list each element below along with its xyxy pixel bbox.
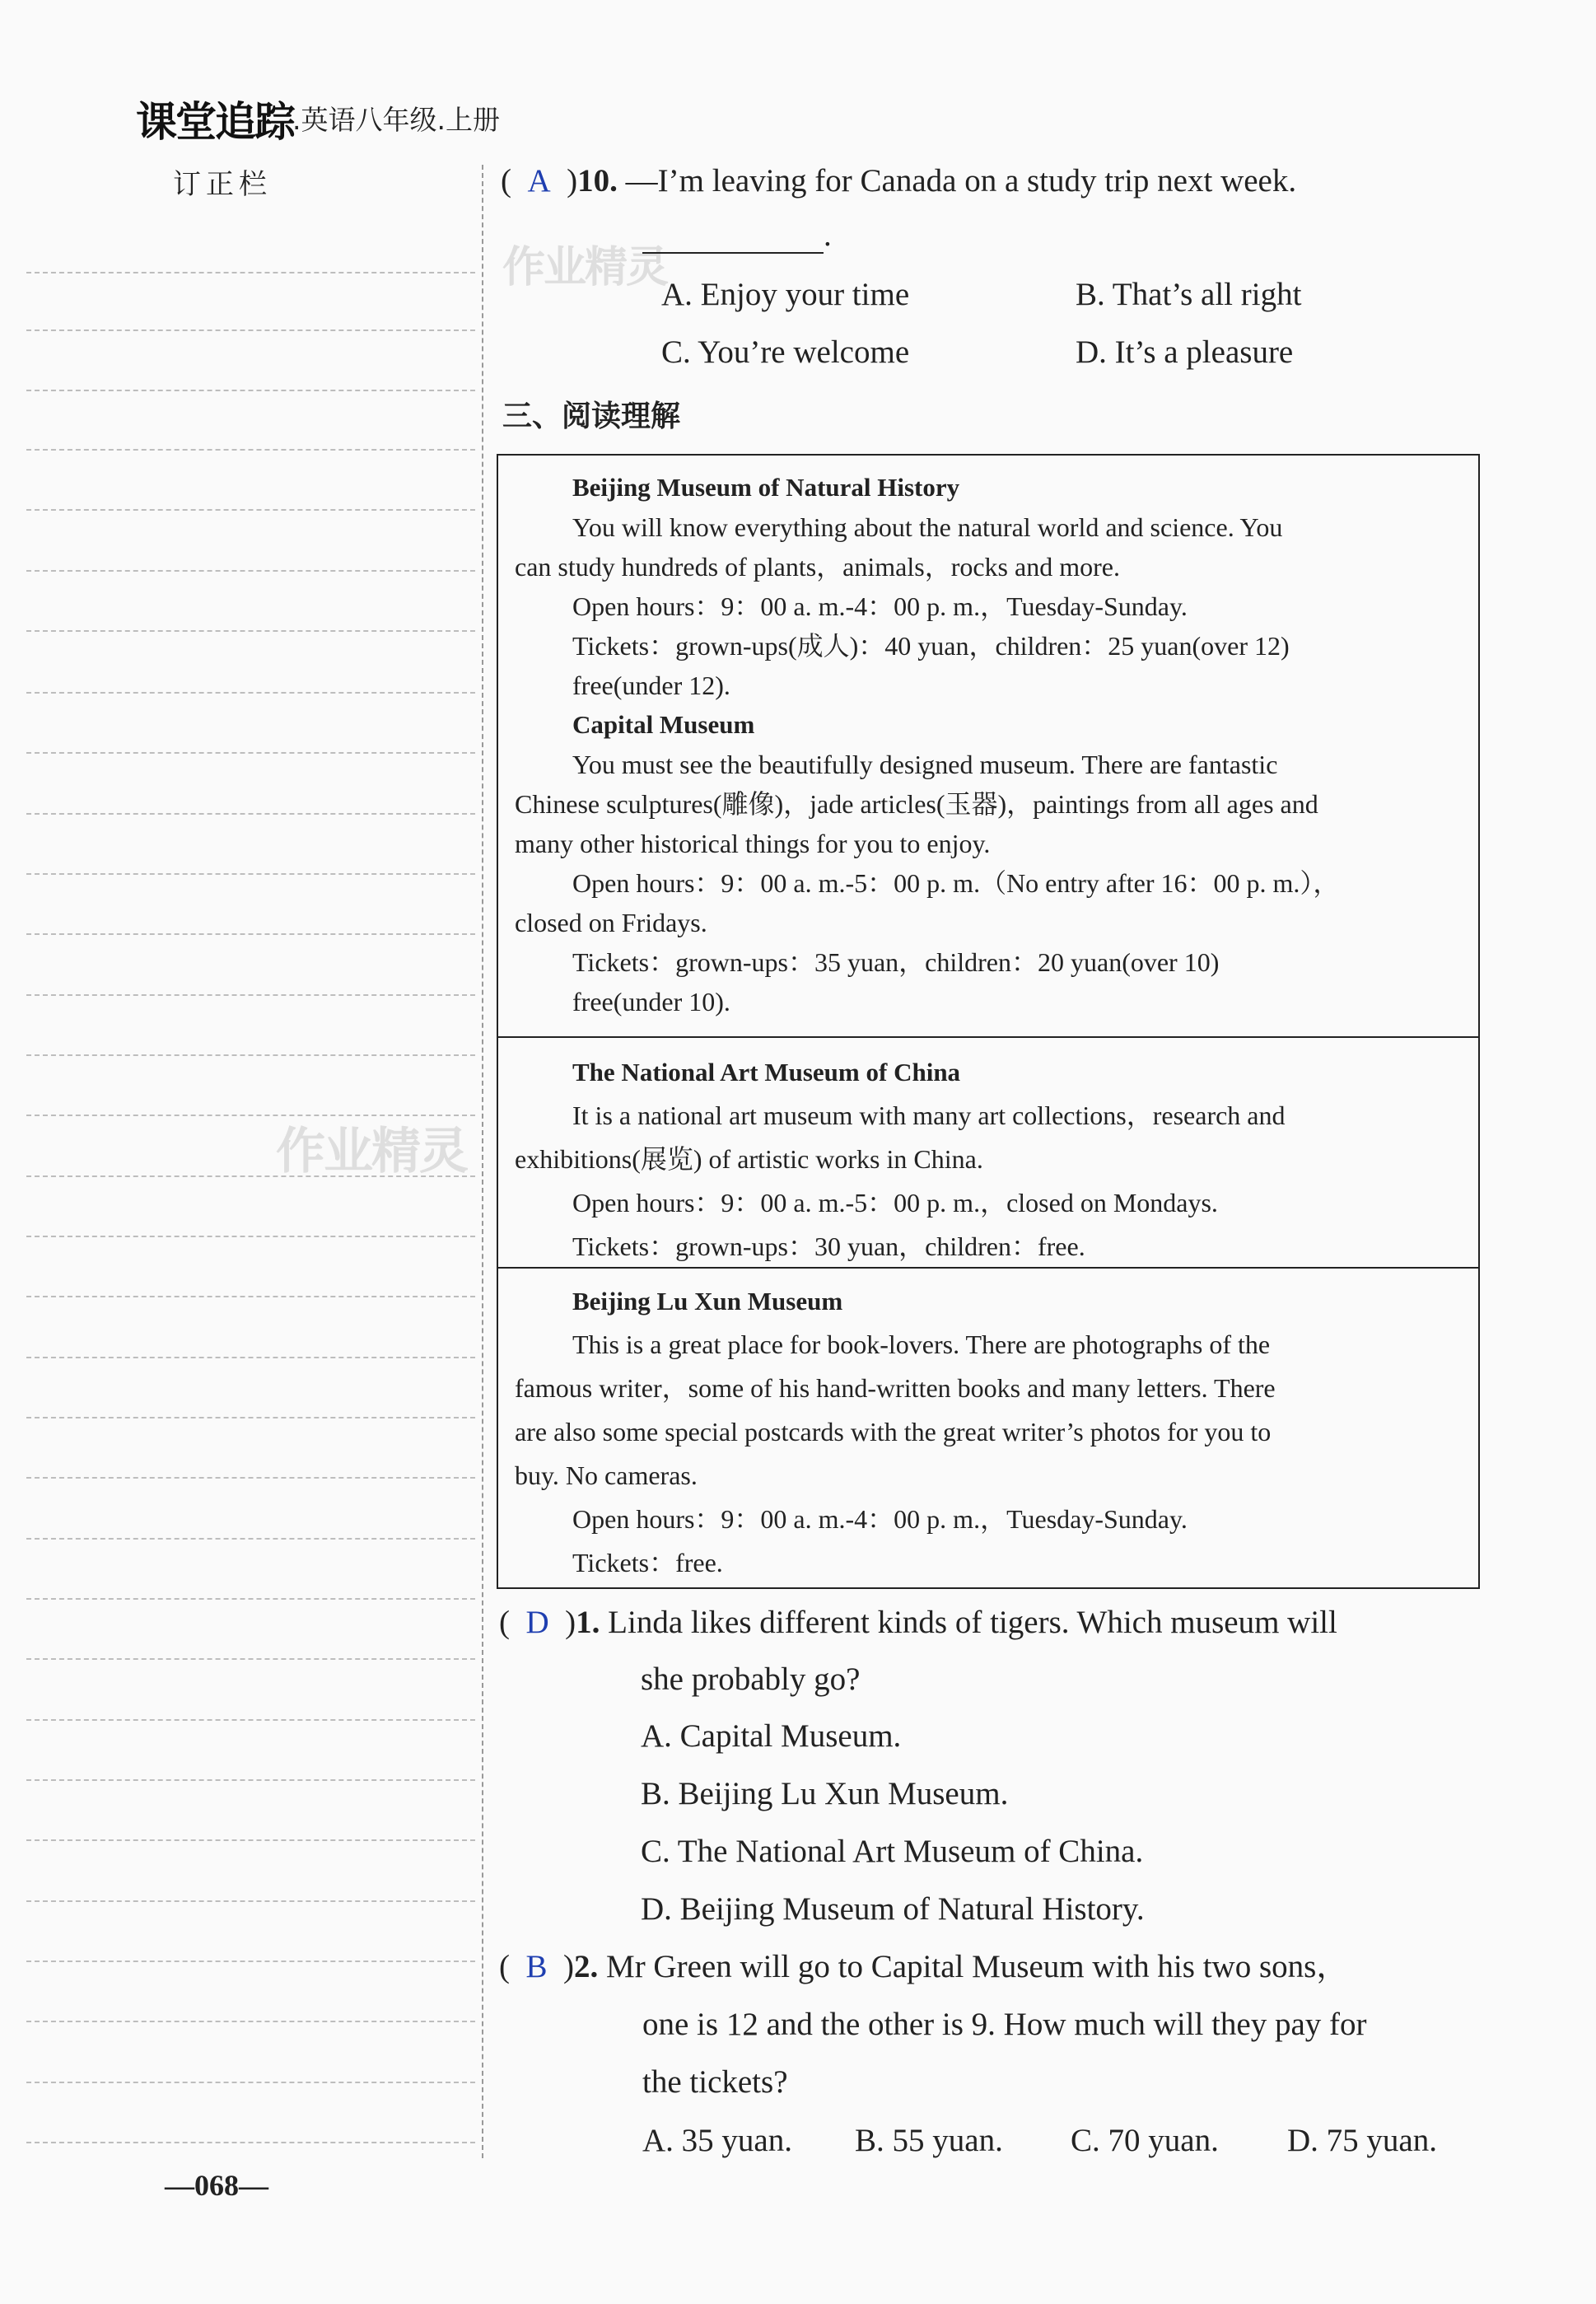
open-hours: Open hours：9：00 a. m.-4：00 p. m.，Tuesday-Sunday.	[572, 591, 1188, 621]
answer-mark: A	[527, 163, 551, 199]
desc-line: You will know everything about the natural world and science. You	[572, 512, 1283, 542]
ruled-line	[26, 630, 475, 632]
museum-capital	[515, 705, 1462, 1021]
option-d: D. It’s a pleasure	[1076, 334, 1294, 370]
box-divider	[498, 1267, 1478, 1269]
box-divider	[498, 1036, 1478, 1038]
museum-desc	[515, 507, 1462, 587]
question-number: 1.	[576, 1605, 600, 1640]
question-number: 10.	[577, 163, 618, 199]
question-text-cont: the tickets?	[642, 2064, 788, 2100]
ruled-line	[26, 1719, 475, 1721]
question-text-cont: one is 12 and the other is 9. How much will they pay for	[642, 2007, 1367, 2042]
question-text: Linda likes different kinds of tigers. Which museum will	[608, 1605, 1337, 1640]
desc-line: famous writer，some of his hand-written books and many letters. There	[515, 1373, 1276, 1403]
desc-line: This is a great place for book-lovers. There are photographs of the	[572, 1330, 1271, 1359]
ruled-line	[26, 570, 475, 572]
tickets-cont: free(under 12).	[572, 671, 730, 700]
ruled-line	[26, 272, 475, 273]
ruled-line	[26, 933, 475, 935]
tickets: Tickets：grown-ups：30 yuan，children：free.	[572, 1231, 1085, 1261]
answer-mark: B	[525, 1949, 548, 1984]
option-c: C. 70 yuan.	[1071, 2123, 1219, 2158]
ruled-line	[26, 509, 475, 511]
museum-title: Beijing Lu Xun Museum	[572, 1287, 843, 1316]
tickets: Tickets：free.	[572, 1548, 723, 1577]
book-series-title: 课堂追踪	[136, 98, 294, 146]
museum-title: The National Art Museum of China	[572, 1058, 961, 1087]
ruled-line	[26, 692, 475, 694]
answer-bracket-open: (	[499, 1949, 526, 1984]
option-a: A. 35 yuan.	[642, 2123, 792, 2158]
museum-national-art	[515, 1050, 1462, 1269]
question-number: 2.	[574, 1949, 599, 1984]
ruled-line	[26, 1357, 475, 1358]
ruled-line	[26, 390, 475, 391]
open-hours: Open hours：9：00 a. m.-4：00 p. m.，Tuesday-Sunday.	[572, 1504, 1188, 1534]
ruled-line	[26, 2082, 475, 2083]
question-text-cont: she probably go?	[641, 1661, 861, 1697]
desc-line: Chinese sculptures(雕像)，jade articles(玉器)，paintings from all ages and	[515, 789, 1318, 819]
section-heading: 三、阅读理解	[502, 400, 681, 433]
desc-line: You must see the beautifully designed museum. There are fantastic	[572, 750, 1278, 779]
option-a: A. Enjoy your time	[661, 277, 910, 312]
option-b: B. That’s all right	[1076, 277, 1302, 312]
question-text: Mr Green will go to Capital Museum with his two sons，	[606, 1949, 1349, 1984]
option-b: B. 55 yuan.	[855, 2123, 1003, 2158]
desc-line: buy. No cameras.	[515, 1460, 698, 1490]
ruled-line	[26, 1658, 475, 1660]
option-d: D. 75 yuan.	[1287, 2123, 1437, 2158]
open-hours-cont: closed on Fridays.	[515, 908, 707, 937]
ruled-line	[26, 752, 475, 754]
museum-lu-xun	[515, 1279, 1462, 1585]
answer-bracket-close: )	[547, 1949, 575, 1984]
open-hours: Open hours：9：00 a. m.-5：00 p. m.，closed on Mondays.	[572, 1188, 1218, 1217]
tickets: Tickets：grown-ups(成人)：40 yuan，children：25 yuan(over 12)	[572, 631, 1290, 661]
page-number: —068—	[165, 2169, 268, 2202]
option-d: D. Beijing Museum of Natural History.	[641, 1891, 1145, 1927]
option-a: A. Capital Museum.	[641, 1718, 902, 1754]
museum-natural-history	[515, 468, 1462, 705]
option-c: C. The National Art Museum of China.	[641, 1834, 1144, 1869]
ruled-line	[26, 1054, 475, 1056]
ruled-line	[26, 1961, 475, 1962]
answer-bracket-open: (	[499, 1605, 526, 1640]
answer-bracket-close: )	[548, 1605, 576, 1640]
desc-line: exhibitions(展览) of artistic works in China.	[515, 1144, 983, 1174]
desc-line: many other historical things for you to enjoy.	[515, 829, 991, 858]
ruled-line	[26, 2021, 475, 2022]
ruled-line	[26, 1417, 475, 1418]
question-1	[499, 1605, 1337, 1641]
option-b: B. Beijing Lu Xun Museum.	[641, 1776, 1009, 1811]
question-2	[499, 1949, 1348, 1985]
question-text: —I’m leaving for Canada on a study trip next week.	[625, 163, 1297, 199]
ruled-line	[26, 1538, 475, 1540]
ruled-line	[26, 1900, 475, 1902]
watermark-logo: 作业精灵	[276, 1123, 467, 1180]
ruled-line	[26, 2142, 475, 2143]
ruled-line	[26, 813, 475, 815]
ruled-line	[26, 1296, 475, 1297]
ruled-line	[26, 994, 475, 996]
ruled-line	[26, 873, 475, 875]
correction-column-label: 订正栏	[173, 168, 272, 201]
reply-blank-line	[642, 217, 832, 254]
tickets-cont: free(under 10).	[572, 987, 730, 1016]
reply-period: .	[824, 217, 832, 253]
tickets: Tickets：grown-ups：35 yuan，children：20 yuan(over 10)	[572, 947, 1220, 977]
answer-blank	[642, 224, 824, 254]
answer-bracket-open: (	[501, 163, 528, 199]
museum-title: Beijing Museum of Natural History	[572, 473, 960, 502]
reading-passage-box	[497, 454, 1480, 1589]
ruled-line	[26, 1839, 475, 1841]
watermark-logo: 作业精灵	[502, 243, 668, 292]
ruled-line	[26, 1779, 475, 1781]
ruled-line	[26, 329, 475, 331]
desc-line: are also some special postcards with the great writer’s photos for you to	[515, 1417, 1272, 1446]
margin-divider	[482, 165, 483, 2158]
answer-bracket-close: )	[550, 163, 578, 199]
question-10	[501, 163, 1296, 199]
answer-mark: D	[525, 1605, 549, 1640]
open-hours: Open hours：9：00 a. m.-5：00 p. m.（No entry after 16：00 p. m.），	[572, 868, 1340, 898]
ruled-line	[26, 449, 475, 451]
desc-line: can study hundreds of plants，animals，rocks and more.	[515, 552, 1120, 582]
ruled-line	[26, 1236, 475, 1237]
desc-line: It is a national art museum with many art collections，research and	[572, 1101, 1286, 1130]
ruled-line	[26, 1598, 475, 1600]
ruled-line	[26, 1477, 475, 1479]
book-subtitle: .英语八年级.上册	[292, 104, 500, 136]
museum-title: Capital Museum	[572, 710, 755, 739]
option-c: C. You’re welcome	[661, 334, 910, 370]
